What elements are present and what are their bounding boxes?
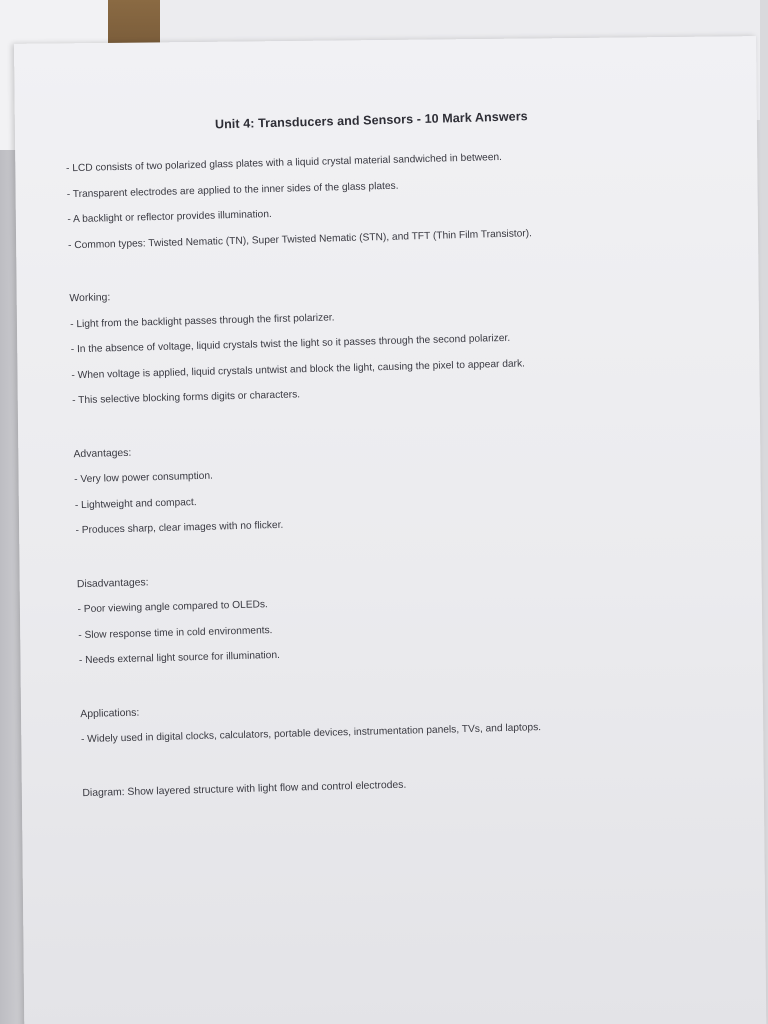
intro-section: [66, 149, 628, 266]
working-item: - In the absence of voltage, liquid crystals twist the light so it passes through the second polarizer.: [70, 332, 511, 356]
disadvantage-item: - Poor viewing angle compared to OLEDs.: [77, 599, 268, 616]
advantage-item: - Very low power consumption.: [74, 470, 214, 486]
advantage-item: - Produces sharp, clear images with no flicker.: [75, 519, 284, 537]
document-page: [14, 36, 766, 1024]
advantage-item: - Lightweight and compact.: [74, 496, 197, 511]
document-content: [65, 107, 643, 800]
section-heading: Disadvantages:: [76, 576, 149, 590]
intro-line: - LCD consists of two polarized glass plates with a liquid crystal material sandwiched in between.: [65, 151, 503, 175]
section-heading: Working:: [69, 292, 111, 305]
disadvantages-section: [77, 564, 639, 681]
disadvantage-item: - Needs external light source for illumination.: [78, 649, 281, 667]
intro-line: - Transparent electrodes are applied to the inner sides of the glass plates.: [66, 180, 399, 200]
section-heading: Advantages:: [73, 447, 132, 460]
intro-line: - A backlight or reflector provides illumination.: [67, 208, 272, 226]
section-heading: Applications:: [80, 707, 140, 720]
working-item: - This selective blocking forms digits or characters.: [72, 389, 301, 407]
working-item: - When voltage is applied, liquid crystals untwist and block the light, causing the pixel to appear dark.: [71, 357, 526, 381]
advantages-section: [73, 434, 635, 551]
intro-line: - Common types: Twisted Nematic (TN), Super Twisted Nematic (STN), and TFT (Thin Film Transistor).: [67, 227, 533, 251]
working-item: - Light from the backlight passes through the first polarizer.: [70, 311, 335, 330]
application-item: - Widely used in digital clocks, calculators, portable devices, instrumentation panels, TVs, and laptops.: [80, 722, 542, 746]
page-title: Unit 4: Transducers and Sensors - 10 Mark Answers: [214, 109, 528, 132]
working-section: [69, 279, 632, 421]
diagram-note: Diagram: Show layered structure with light flow and control electrodes.: [82, 779, 407, 799]
disadvantage-item: - Slow response time in cold environments.: [78, 624, 273, 641]
